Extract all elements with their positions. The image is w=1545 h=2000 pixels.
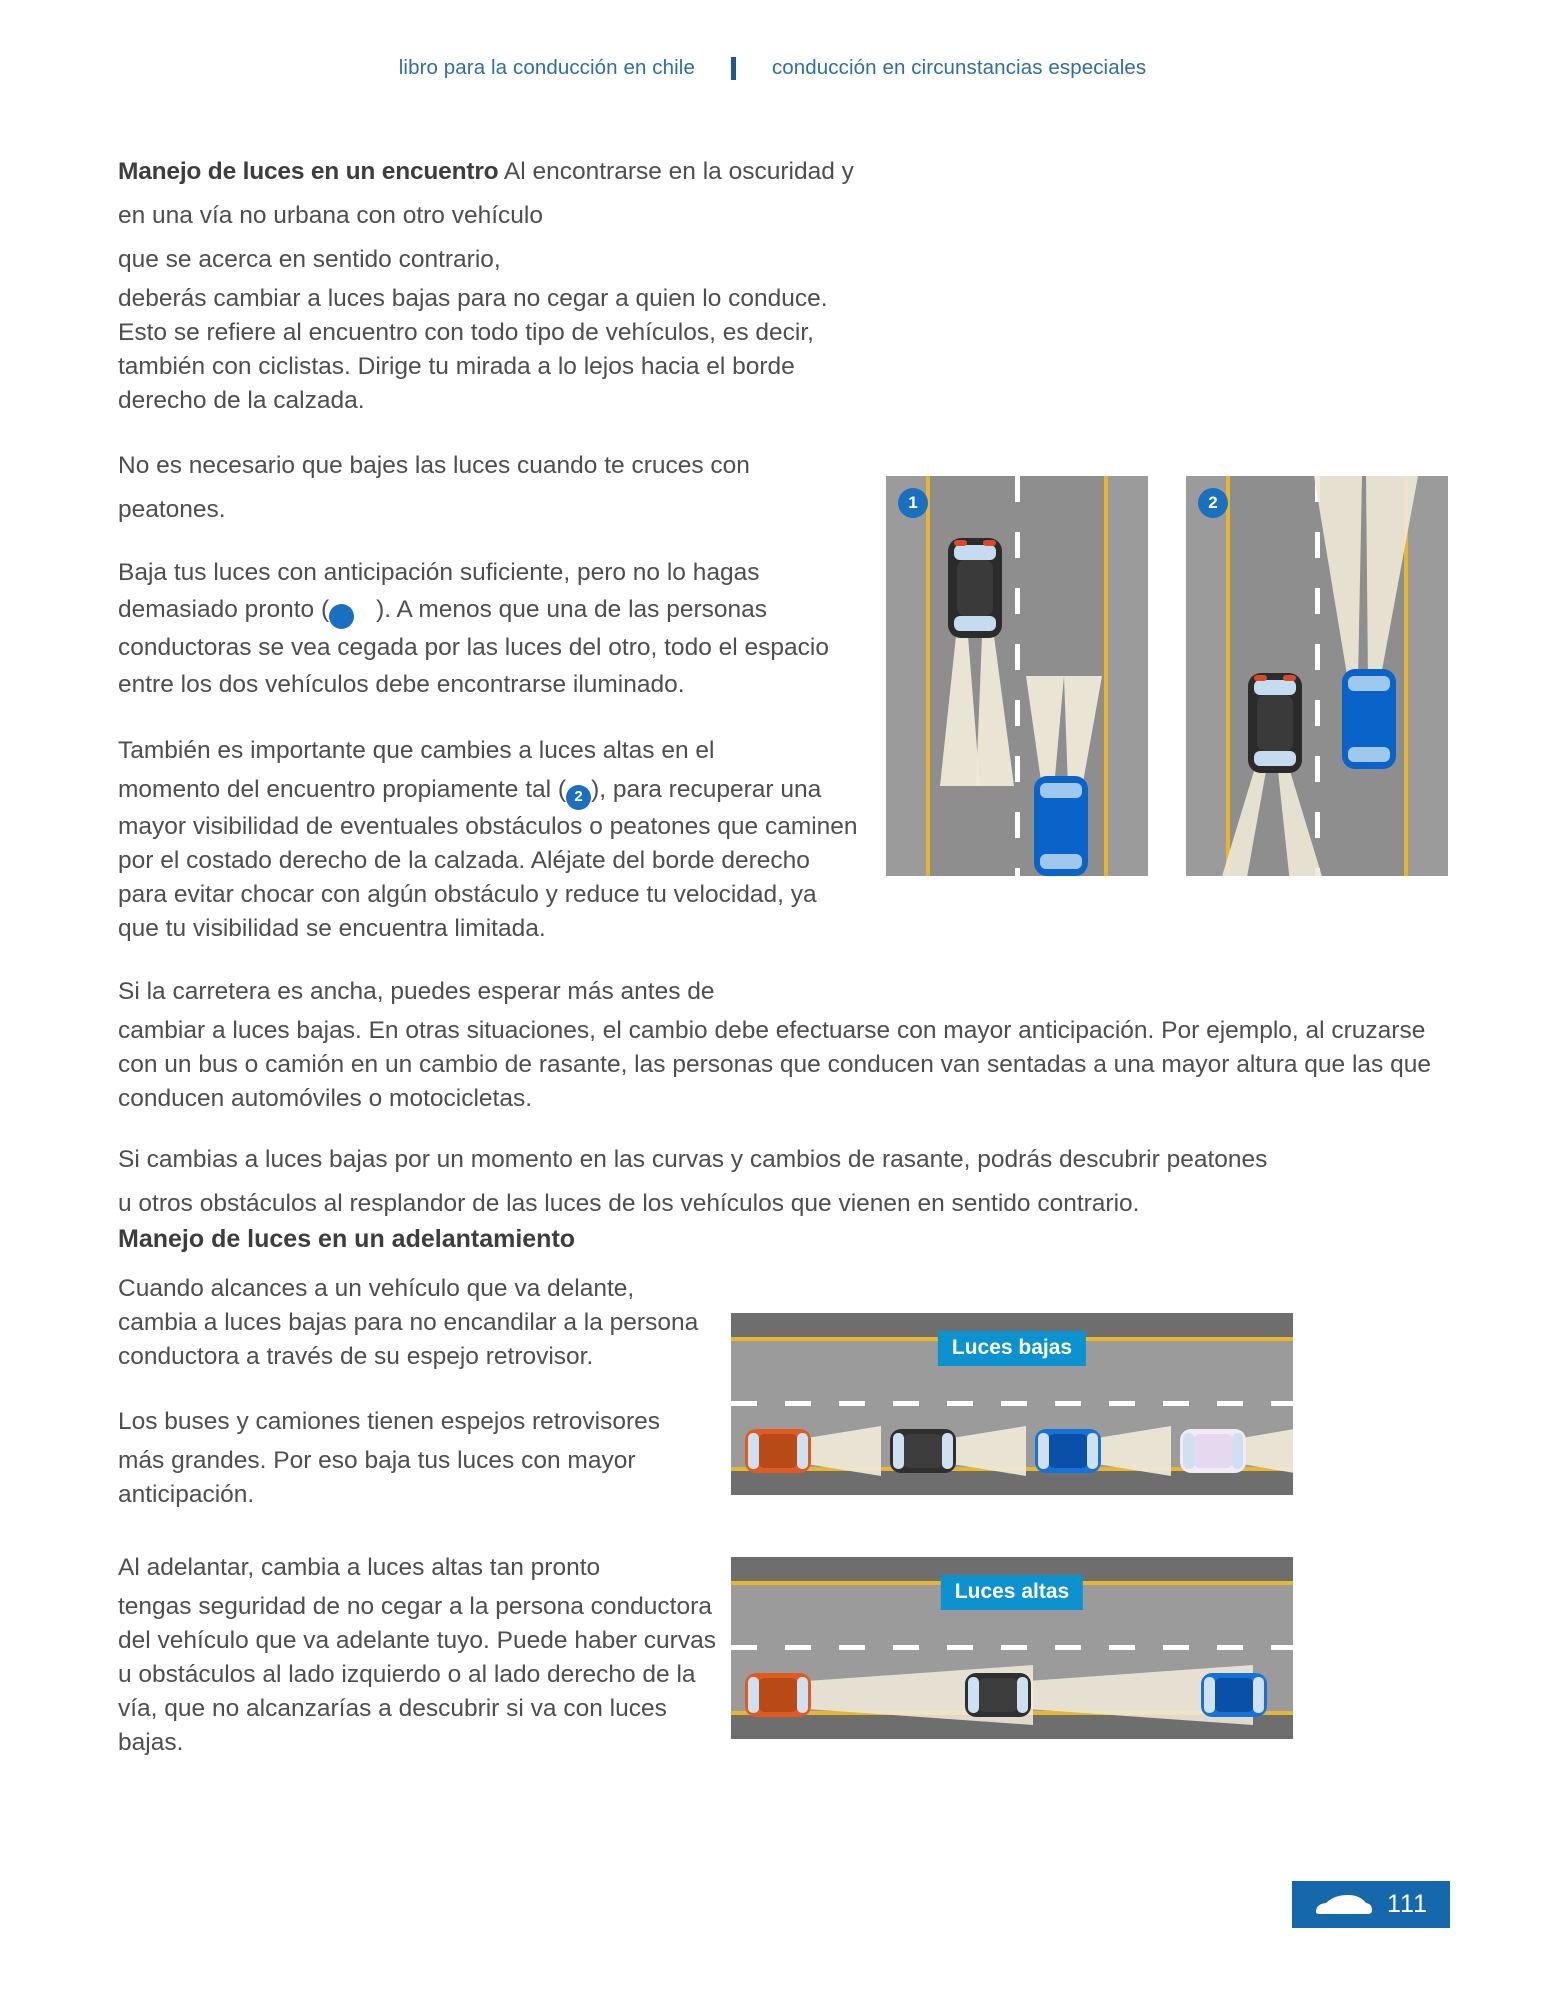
anticipation-text-a: Baja tus luces con anticipación suficiente, pero no lo hagas demasiado pronto ( — [118, 559, 760, 623]
car-blue-right — [1342, 669, 1396, 769]
car-orange-high — [745, 1673, 811, 1717]
page-header — [0, 56, 1545, 80]
edge-line-right — [1104, 476, 1108, 876]
wideroad-text-b: cambiar a luces bajas. En otras situaciones, el cambio debe efectuarse con mayor anticipación. Por ejemplo, al cruzarse con un bus o camión en un cambio de rasante, las personas que conducen van sentadas a una mayor altura que las que conducen automóviles o motocicletas. — [118, 1016, 1431, 1112]
car-blue-high — [1201, 1673, 1267, 1717]
overtaking-text-column — [118, 1225, 718, 1760]
low-beam-cone-3 — [1097, 1426, 1175, 1481]
wideroad-text-a: Si la carretera es ancha, puedes esperar más antes de — [118, 977, 715, 1005]
car-blue-bottom — [1034, 776, 1088, 876]
lane-dash-line — [731, 1401, 1293, 1406]
overtaking-p3b: tengas seguridad de no cegar a la persona conductora del vehículo que va adelante tuyo. Puede haber curvas u obstáculos al lado izquierdo o al lado derecho de la vía, que no alcanzarías a descubrir si va con luces bajas. — [118, 1593, 716, 1756]
car-icon — [1314, 1893, 1374, 1917]
beam-high-2 — [1242, 771, 1322, 876]
car-dark-left — [1248, 673, 1302, 773]
lane-dash-line — [731, 1645, 1293, 1650]
paragraph-intro — [118, 150, 1448, 418]
intro-text-c: deberás cambiar a luces bajas para no cegar a quien lo conduce. Esto se refiere al encuentro con todo tipo de vehículos, es decir, también con ciclistas. Dirige tu mirada a lo lejos hacia el borde derecho de la calzada. — [118, 285, 828, 414]
shoulder-left — [886, 476, 928, 876]
low-beam-cone-1 — [807, 1426, 885, 1481]
intro-text-a: Al encontrarse en la oscuridad y en una vía no urbana con otro vehículo — [118, 158, 854, 229]
page-number: 111 — [1386, 1890, 1428, 1918]
section-heading-overtaking: Manejo de luces en un adelantamiento — [118, 1225, 576, 1253]
figure-badge-2: 2 — [1198, 488, 1228, 518]
figure-beams-column — [731, 1313, 1293, 1739]
beam-low-1 — [948, 636, 1008, 786]
anticipation-text-b: ). A menos que una de las personas conductoras se vea cegada por las luces del otro, todo el espacio entre los dos vehículos debe encontrarse iluminado. — [118, 596, 829, 698]
edge-line-left — [926, 476, 930, 876]
figure-badge-1: 1 — [898, 488, 928, 518]
overtaking-p3a: Al adelantar, cambia a luces altas tan pronto — [118, 1554, 601, 1581]
header-chapter-title: conducción en circunstancias especiales — [771, 56, 1147, 79]
section-heading-encounter: Manejo de luces en un encuentro — [118, 158, 499, 185]
page-number-badge — [1292, 1881, 1450, 1928]
car-dark-top — [948, 538, 1002, 638]
paragraph-curves — [118, 1138, 1448, 1226]
highbeam-text-a: También es importante que cambies a luces altas en el — [118, 737, 715, 764]
overtaking-p2b: más grandes. Por eso baja tus luces con mayor anticipación. — [118, 1447, 636, 1508]
inline-marker-1: 1 — [329, 604, 354, 629]
main-content — [118, 150, 1448, 1248]
car-orange-low — [745, 1429, 811, 1473]
figure-panel-1 — [886, 476, 1148, 876]
figure-encounter-pair — [886, 476, 1448, 876]
car-pale-low — [1180, 1429, 1246, 1473]
car-dark-high — [965, 1673, 1031, 1717]
curves-text-a: Si cambias a luces bajas por un momento en las curvas y cambios de rasante, podrás descubrir peatones — [118, 1145, 1268, 1173]
highbeam-text-c: ), para recuperar una mayor visibilidad de eventuales obstáculos o peatones que caminen por el costado derecho de la calzada. Aléjate del borde derecho para evitar chocar con algún obstáculo y reduce tu velocidad, ya que tu visibilidad se encuentra limitada. — [118, 776, 858, 942]
intro-text-b: que se acerca en sentido contrario, — [118, 246, 501, 273]
low-beams-label: Luces bajas — [938, 1331, 1086, 1366]
low-beam-cone-4 — [1242, 1426, 1293, 1481]
overtaking-p2a: Los buses y camiones tienen espejos retrovisores — [118, 1408, 661, 1435]
figure-panel-2 — [1186, 476, 1448, 876]
figure-high-beams — [731, 1557, 1293, 1739]
paragraph-wide-road — [118, 970, 1448, 1116]
overtaking-p1: Cuando alcances a un vehículo que va delante, cambia a luces bajas para no encandilar a la persona conductora a través de su espejo retrovisor. — [118, 1275, 699, 1370]
inline-marker-2: 2 — [566, 785, 591, 810]
car-blue-low — [1035, 1429, 1101, 1473]
curves-text-b: u otros obstáculos al resplandor de las luces de los vehículos que vienen en sentido contrario. — [118, 1189, 1140, 1217]
beam-low-2 — [1034, 676, 1094, 786]
car-dark-low — [890, 1429, 956, 1473]
low-beam-cone-2 — [952, 1426, 1030, 1481]
pedestrian-text: No es necesario que bajes las luces cuando te cruces con peatones. — [118, 452, 750, 523]
figure-low-beams — [731, 1313, 1293, 1495]
lower-section — [118, 1225, 1448, 1760]
header-separator — [731, 57, 736, 80]
header-book-title: libro para la conducción en chile — [398, 56, 695, 79]
highbeam-text-b: momento del encuentro propiamente tal ( — [118, 776, 567, 803]
high-beams-label: Luces altas — [941, 1575, 1083, 1610]
shoulder-right — [1106, 476, 1148, 876]
beam-high-1 — [1336, 476, 1416, 676]
